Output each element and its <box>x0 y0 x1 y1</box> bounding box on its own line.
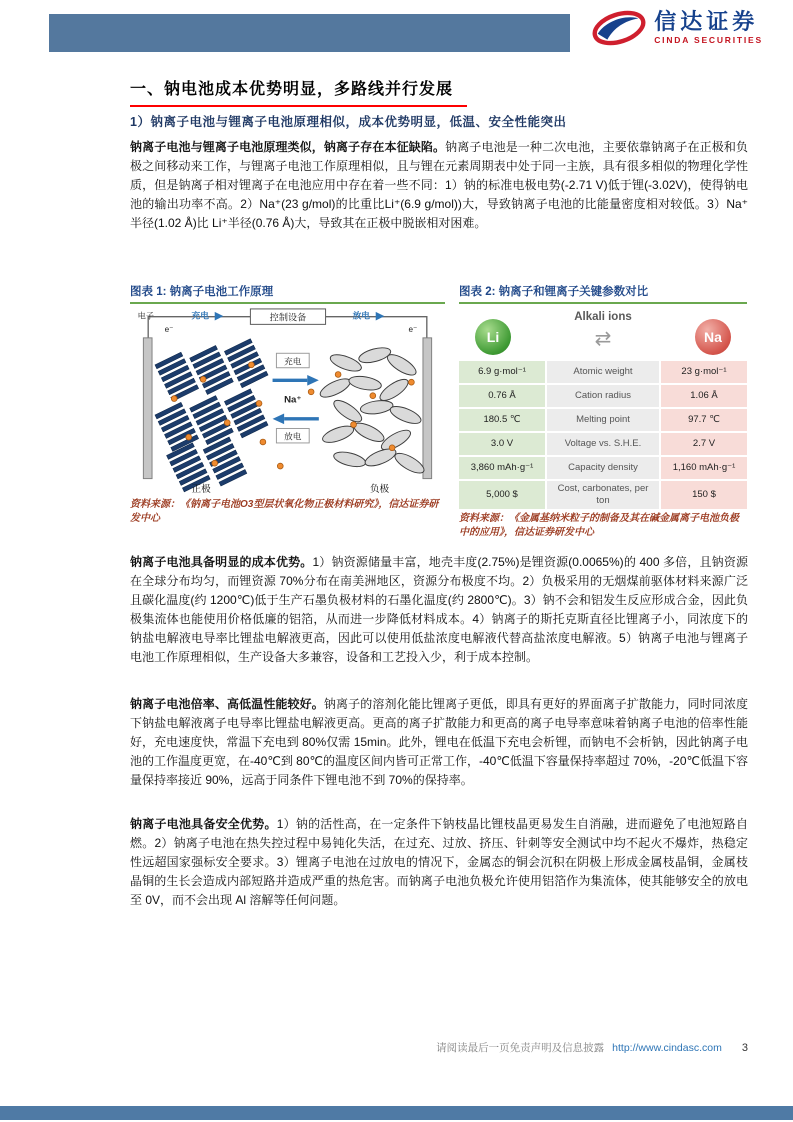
paragraph-body: 钠离子电池是一种二次电池，主要依靠钠离子在正极和负极之间移动来工作，与锂离子电池工作原理相似，且与锂在元素周期表中处于同一主族，具有很多相似的物理化学性质，但是钠离子相对锂离子在电池应用中存在着一些不同：1）钠的标准电极电势(-2.71 V)低于锂(-3.02V)，使得钠电池的输出功率不高。2）Na⁺(23 g/mol)的比重比Li⁺(6.9 g/mol))大，导致钠离子电池的比能量密度相对较低。3）Na⁺半径(1.02 Å)比 Li⁺半径(0.76 Å)大，导致其在正极中脱嵌相对困难。 <box>130 140 748 230</box>
na-value: 1,160 mAh·g⁻¹ <box>661 457 747 479</box>
discharge-top-label: 放电 <box>352 310 370 321</box>
figure-1-source-caption: 资料来源：《钠离子电池O3型层状氧化物正极材料研究》，信达证券研发中心 <box>130 499 439 524</box>
li-value: 0.76 Å <box>459 385 545 407</box>
param-name: Cost, carbonates, per ton <box>547 481 659 509</box>
paragraph-body: 1）钠资源储量丰富，地壳丰度(2.75%)是锂资源(0.0065%)的 400 多倍，且钠资源在全球分布均匀，而锂资源 70%分布在南美洲地区，资源分布极度不均。2）负极采用的无烟煤前驱体材料来源广泛且碳化温度(约 1200℃)低于生产石墨负极材料的石墨化温度(约 2800℃)。3）钠不会和铝发生反应形成合金，因此负极集流体也能使用价格低廉的铝箔，从而进一步降低材料成本。4）钠离子的斯托克斯直径比锂离子小，同浓度下的钠盐电解液电导率比锂盐电解液更高，因此可以使用低盐浓度电解液代替高盐浓度电解液。5）钠离子电池与锂离子电池工作原理相似，生产设备大多兼容，设备和工艺投入少，利于成本控制。 <box>130 555 748 664</box>
na-value: 97.7 ℃ <box>661 409 747 431</box>
paragraph-lead: 钠离子电池具备安全优势。 <box>130 817 277 831</box>
li-value: 5,000 $ <box>459 481 545 509</box>
website-link[interactable]: http://www.cindasc.com <box>612 1042 722 1054</box>
paragraph-rate-temperature <box>130 695 748 790</box>
li-value: 6.9 g·mol⁻¹ <box>459 361 545 383</box>
discharge-arrow-icon <box>376 312 385 321</box>
alkali-header <box>459 307 747 361</box>
li-value: 180.5 ℃ <box>459 409 545 431</box>
na-ion-label: Na⁺ <box>284 394 302 406</box>
charge-arrow-icon <box>215 312 224 321</box>
na-value: 2.7 V <box>661 433 747 455</box>
anode-particles <box>318 345 427 477</box>
figure-2 <box>459 283 747 540</box>
paragraph-body: 1）钠的活性高，在一定条件下钠枝晶比锂枝晶更易发生自消融，进而避免了电池短路自燃。2）钠离子电池在热失控过程中易钝化失活，在过充、过放、挤压、针刺等安全测试中均不起火不爆炸，热稳定性远超国家强标安全要求。3）锂离子电池在过放电的情况下，金属态的铜会沉积在阴极上形成金属枝晶铜，金属枝晶铜的生长会造成内部短路并造成严重的热危害。而钠离子电池负极允许使用铝箔作为集流体，使其能够安全的放电至 0V，而不会出现 Al 溶解等任何问题。 <box>130 817 748 907</box>
paragraph-body: 钠离子的溶剂化能比锂离子更低，即具有更好的界面离子扩散能力，同时同浓度下钠盐电解液离子电导率比锂盐电解液更高。更高的离子扩散能力和更高的离子电导率意味着钠离子电池的倍率性能好，充电速度快，常温下充电到 80%仅需 15min。此外，锂电在低温下充电会析锂，而钠电不会析钠，因此钠离子电池的工作温度更宽，在-40℃到 80℃的温度区间内皆可正常工作，-40℃低温下容量保持率超过 70%，-20℃低温下容量保持率接近 90%，远高于同条件下锂电池不到 70%的保持率。 <box>130 697 748 787</box>
charge-direction-arrowhead-icon <box>307 375 319 386</box>
current-collector-left <box>143 338 152 479</box>
na-value: 23 g·mol⁻¹ <box>661 361 747 383</box>
sodium-sphere: Na <box>695 319 731 355</box>
paragraph-safety <box>130 815 748 910</box>
battery-working-principle-diagram <box>130 307 445 495</box>
logo-text-en: CINDA SECURITIES <box>654 35 763 46</box>
paragraph-lead: 钠离子电池具备明显的成本优势。 <box>130 555 313 569</box>
paragraph-lead: 钠离子电池倍率、高低温性能较好。 <box>130 697 324 711</box>
paragraph-lead: 钠离子电池与锂离子电池原理类似，钠离子存在本征缺陷。 <box>130 140 446 154</box>
alkali-comparison-card <box>459 307 747 509</box>
figure-2-source-caption: 资料来源：《金属基纳米粒子的制备及其在碱金属离子电池负极中的应用》，信达证券研发中心 <box>459 513 739 538</box>
section-subtitle: 1）钠离子电池与锂离子电池原理相似，成本优势明显，低温、安全性能突出 <box>130 115 567 129</box>
header-bar <box>49 14 570 52</box>
paragraph-principle <box>130 138 748 233</box>
param-name: Atomic weight <box>547 361 659 383</box>
figure-1-title: 图表 1: 钠离子电池工作原理 <box>130 283 445 304</box>
exchange-arrows-icon: ⇄ <box>594 328 612 350</box>
lithium-sphere: Li <box>475 319 511 355</box>
paragraph-cost-advantage <box>130 553 748 667</box>
alkali-ions-title: Alkali ions <box>574 311 632 323</box>
discharge-direction-arrowhead-icon <box>273 414 285 425</box>
logo-text-cn: 信达证券 <box>654 9 759 35</box>
na-value: 1.06 Å <box>661 385 747 407</box>
cathode-label: 正极 <box>191 484 211 495</box>
e-minus-right-label: e⁻ <box>408 325 418 335</box>
li-value: 3,860 mAh·g⁻¹ <box>459 457 545 479</box>
param-name: Melting point <box>547 409 659 431</box>
cinda-logo <box>590 6 763 50</box>
param-name: Cation radius <box>547 385 659 407</box>
electron-label: 电子 <box>137 311 154 321</box>
logo-text <box>654 10 763 46</box>
e-minus-left-label: e⁻ <box>164 325 174 335</box>
section-title: 一、钠电池成本优势明显，多路线并行发展 <box>130 76 467 107</box>
figure-1 <box>130 283 445 526</box>
params-table <box>459 361 747 509</box>
param-name: Capacity density <box>547 457 659 479</box>
page-number: 3 <box>741 1042 748 1054</box>
na-value: 150 $ <box>661 481 747 509</box>
current-collector-right <box>423 338 432 479</box>
anode-label: 负极 <box>369 484 390 495</box>
control-device-label: 控制设备 <box>269 312 307 323</box>
discharge-mid-label: 放电 <box>284 431 302 442</box>
charge-mid-label: 充电 <box>284 356 302 367</box>
param-name: Voltage vs. S.H.E. <box>547 433 659 455</box>
footer <box>130 1040 748 1055</box>
figure-2-title: 图表 2: 钠离子和锂离子关键参数对比 <box>459 283 747 304</box>
li-value: 3.0 V <box>459 433 545 455</box>
cinda-logo-icon <box>590 6 648 50</box>
bottom-bar <box>0 1106 793 1120</box>
charge-top-label: 充电 <box>191 310 209 321</box>
disclaimer-text: 请阅读最后一页免责声明及信息披露 <box>436 1042 605 1054</box>
